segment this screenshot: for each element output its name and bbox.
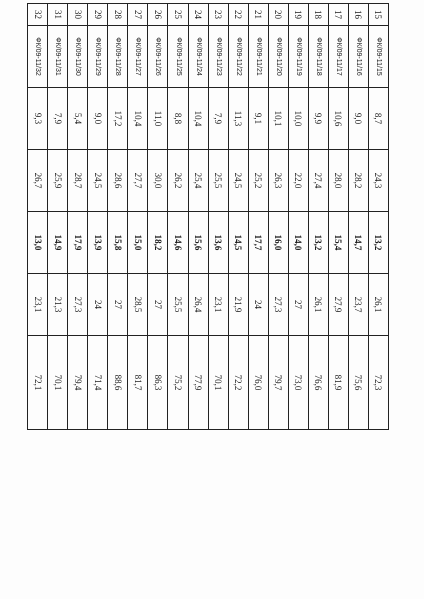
table-cell-code: ФК/09-11/27 bbox=[128, 26, 148, 88]
table-cell-v5: 88,6 bbox=[108, 336, 128, 430]
data-table bbox=[27, 3, 389, 430]
table-cell-code: ФК/09-11/19 bbox=[288, 26, 308, 88]
table-cell-v2: 24,5 bbox=[228, 150, 248, 212]
table-cell-v3: 18,2 bbox=[148, 212, 168, 274]
table-cell-v5: 72,2 bbox=[228, 336, 248, 430]
table-cell-v1: 9,0 bbox=[348, 88, 368, 150]
table-cell-no: 29 bbox=[88, 4, 108, 26]
table-cell-v5: 76,0 bbox=[248, 336, 268, 430]
table-cell-v5: 79,4 bbox=[68, 336, 88, 430]
table-row bbox=[228, 4, 248, 430]
table-row bbox=[288, 4, 308, 430]
table-cell-v4: 24 bbox=[248, 274, 268, 336]
table-cell-v1: 11,3 bbox=[228, 88, 248, 150]
table-cell-v4: 27,3 bbox=[68, 274, 88, 336]
table-cell-code: ФК/09-11/18 bbox=[308, 26, 328, 88]
table-cell-v5: 70,1 bbox=[48, 336, 68, 430]
table-cell-v3: 14,9 bbox=[48, 212, 68, 274]
table-cell-code: ФК/09-11/26 bbox=[148, 26, 168, 88]
table-cell-v4: 27 bbox=[108, 274, 128, 336]
table-cell-code: ФК/09-11/31 bbox=[48, 26, 68, 88]
table-row bbox=[368, 4, 388, 430]
table-cell-v4: 21,9 bbox=[228, 274, 248, 336]
table-cell-no: 15 bbox=[368, 4, 388, 26]
table-cell-v3: 13,0 bbox=[28, 212, 48, 274]
table-cell-no: 18 bbox=[308, 4, 328, 26]
table-cell-v3: 17,7 bbox=[248, 212, 268, 274]
table-cell-v2: 26,2 bbox=[168, 150, 188, 212]
table-cell-v3: 15,8 bbox=[108, 212, 128, 274]
table-cell-v1: 10,0 bbox=[288, 88, 308, 150]
table-row bbox=[348, 4, 368, 430]
table-cell-v1: 9,0 bbox=[88, 88, 108, 150]
table-cell-v3: 14,5 bbox=[228, 212, 248, 274]
table-cell-no: 32 bbox=[28, 4, 48, 26]
table-cell-v4: 26,4 bbox=[188, 274, 208, 336]
table-cell-code: ФК/09-11/24 bbox=[188, 26, 208, 88]
table-row bbox=[328, 4, 348, 430]
table-cell-v3: 13,2 bbox=[368, 212, 388, 274]
table-cell-v5: 70,1 bbox=[208, 336, 228, 430]
table-cell-v4: 26,1 bbox=[308, 274, 328, 336]
table-row bbox=[148, 4, 168, 430]
table-cell-v3: 15,4 bbox=[328, 212, 348, 274]
table-cell-v5: 72,3 bbox=[368, 336, 388, 430]
table-cell-v1: 10,6 bbox=[328, 88, 348, 150]
table-cell-v5: 72,1 bbox=[28, 336, 48, 430]
table-cell-v1: 5,4 bbox=[68, 88, 88, 150]
table-row bbox=[208, 4, 228, 430]
table-cell-v3: 13,2 bbox=[308, 212, 328, 274]
table-cell-v2: 28,7 bbox=[68, 150, 88, 212]
table-cell-code: ФК/09-11/32 bbox=[28, 26, 48, 88]
table-cell-v5: 81,9 bbox=[328, 336, 348, 430]
table-cell-v4: 27,3 bbox=[268, 274, 288, 336]
table-cell-v4: 23,1 bbox=[208, 274, 228, 336]
table-cell-v2: 27,7 bbox=[128, 150, 148, 212]
table-cell-v2: 22,0 bbox=[288, 150, 308, 212]
table-cell-v1: 10,4 bbox=[128, 88, 148, 150]
table-cell-no: 28 bbox=[108, 4, 128, 26]
table-cell-v4: 27,9 bbox=[328, 274, 348, 336]
table-cell-code: ФК/09-11/25 bbox=[168, 26, 188, 88]
table-cell-v3: 14,6 bbox=[168, 212, 188, 274]
table-row bbox=[128, 4, 148, 430]
table-cell-v4: 23,7 bbox=[348, 274, 368, 336]
table-cell-v3: 15,6 bbox=[188, 212, 208, 274]
table-cell-v5: 76,6 bbox=[308, 336, 328, 430]
rotated-table-wrapper bbox=[27, 3, 389, 429]
table-cell-v2: 25,2 bbox=[248, 150, 268, 212]
table-cell-v4: 28,5 bbox=[128, 274, 148, 336]
table-cell-v3: 16,0 bbox=[268, 212, 288, 274]
table-row bbox=[28, 4, 48, 430]
table-cell-v3: 13,6 bbox=[208, 212, 228, 274]
table-cell-code: ФК/09-11/20 bbox=[268, 26, 288, 88]
table-cell-v2: 30,0 bbox=[148, 150, 168, 212]
table-cell-v1: 11,0 bbox=[148, 88, 168, 150]
table-cell-v5: 71,4 bbox=[88, 336, 108, 430]
table-cell-v4: 27 bbox=[288, 274, 308, 336]
table-body bbox=[28, 4, 389, 430]
table-row bbox=[188, 4, 208, 430]
table-cell-v3: 15,0 bbox=[128, 212, 148, 274]
table-cell-v2: 28,6 bbox=[108, 150, 128, 212]
table-cell-code: ФК/09-11/23 bbox=[208, 26, 228, 88]
table-cell-no: 23 bbox=[208, 4, 228, 26]
table-cell-v5: 81,7 bbox=[128, 336, 148, 430]
table-cell-v4: 21,3 bbox=[48, 274, 68, 336]
table-row bbox=[168, 4, 188, 430]
table-cell-v2: 28,0 bbox=[328, 150, 348, 212]
table-cell-v2: 24,5 bbox=[88, 150, 108, 212]
table-cell-v2: 25,4 bbox=[188, 150, 208, 212]
table-cell-v2: 28,2 bbox=[348, 150, 368, 212]
table-cell-v3: 14,0 bbox=[288, 212, 308, 274]
table-cell-v1: 8,8 bbox=[168, 88, 188, 150]
table-cell-v1: 7,9 bbox=[208, 88, 228, 150]
table-cell-v1: 9,3 bbox=[28, 88, 48, 150]
table-cell-no: 31 bbox=[48, 4, 68, 26]
table-cell-v1: 10,4 bbox=[188, 88, 208, 150]
table-cell-v5: 79,7 bbox=[268, 336, 288, 430]
table-cell-v4: 24 bbox=[88, 274, 108, 336]
table-cell-no: 16 bbox=[348, 4, 368, 26]
table-row bbox=[268, 4, 288, 430]
table-cell-v4: 25,5 bbox=[168, 274, 188, 336]
table-cell-no: 22 bbox=[228, 4, 248, 26]
table-cell-v4: 27 bbox=[148, 274, 168, 336]
table-cell-no: 27 bbox=[128, 4, 148, 26]
table-cell-code: ФК/09-11/28 bbox=[108, 26, 128, 88]
table-row bbox=[88, 4, 108, 430]
table-cell-v2: 24,3 bbox=[368, 150, 388, 212]
table-cell-v3: 14,7 bbox=[348, 212, 368, 274]
table-cell-v5: 86,3 bbox=[148, 336, 168, 430]
table-cell-v1: 9,9 bbox=[308, 88, 328, 150]
table-cell-v2: 25,5 bbox=[208, 150, 228, 212]
table-cell-code: ФК/09-11/30 bbox=[68, 26, 88, 88]
table-cell-v3: 17,9 bbox=[68, 212, 88, 274]
table-cell-no: 20 bbox=[268, 4, 288, 26]
table-cell-v2: 26,3 bbox=[268, 150, 288, 212]
table-cell-code: ФК/09-11/21 bbox=[248, 26, 268, 88]
table-cell-no: 17 bbox=[328, 4, 348, 26]
table-cell-v5: 73,0 bbox=[288, 336, 308, 430]
table-cell-no: 25 bbox=[168, 4, 188, 26]
table-cell-v4: 23,1 bbox=[28, 274, 48, 336]
table-cell-v1: 8,7 bbox=[368, 88, 388, 150]
table-cell-v4: 26,1 bbox=[368, 274, 388, 336]
table-row bbox=[48, 4, 68, 430]
table-cell-no: 24 bbox=[188, 4, 208, 26]
table-cell-v1: 10,1 bbox=[268, 88, 288, 150]
table-cell-v2: 27,4 bbox=[308, 150, 328, 212]
table-cell-no: 19 bbox=[288, 4, 308, 26]
table-cell-no: 30 bbox=[68, 4, 88, 26]
table-cell-code: ФК/09-11/16 bbox=[348, 26, 368, 88]
table-cell-no: 26 bbox=[148, 4, 168, 26]
table-cell-code: ФК/09-11/29 bbox=[88, 26, 108, 88]
table-cell-v2: 26,7 bbox=[28, 150, 48, 212]
table-cell-code: ФК/09-11/17 bbox=[328, 26, 348, 88]
table-row bbox=[248, 4, 268, 430]
table-cell-v2: 25,9 bbox=[48, 150, 68, 212]
table-cell-code: ФК/09-11/15 bbox=[368, 26, 388, 88]
table-cell-no: 21 bbox=[248, 4, 268, 26]
table-row bbox=[108, 4, 128, 430]
table-cell-v5: 75,2 bbox=[168, 336, 188, 430]
table-cell-v5: 75,6 bbox=[348, 336, 368, 430]
table-cell-v5: 77,9 bbox=[188, 336, 208, 430]
table-cell-code: ФК/09-11/22 bbox=[228, 26, 248, 88]
table-row bbox=[68, 4, 88, 430]
table-row bbox=[308, 4, 328, 430]
table-cell-v1: 9,1 bbox=[248, 88, 268, 150]
table-cell-v1: 7,9 bbox=[48, 88, 68, 150]
table-cell-v1: 17,2 bbox=[108, 88, 128, 150]
table-cell-v3: 13,9 bbox=[88, 212, 108, 274]
